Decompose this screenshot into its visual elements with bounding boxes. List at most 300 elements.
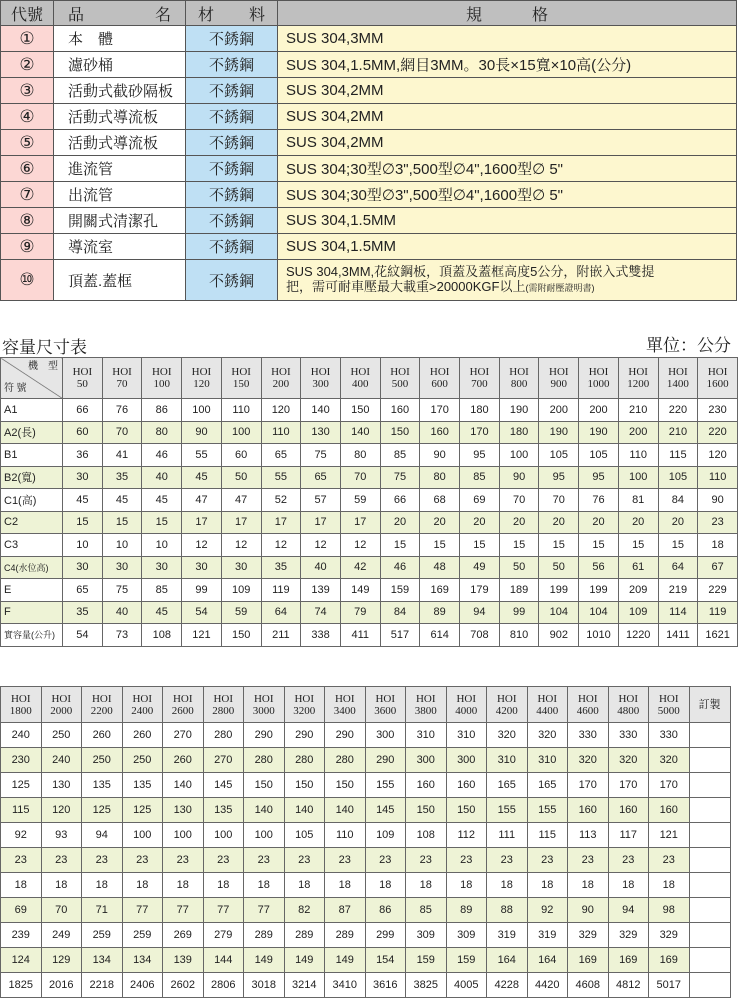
capacity-cell: 290 [244, 723, 285, 748]
capacity-cell: 10 [102, 534, 142, 557]
capacity-table-1-header [1, 358, 738, 399]
material-row [1, 104, 737, 130]
capacity-cell: 86 [142, 399, 182, 422]
capacity-cell: 108 [142, 624, 182, 647]
capacity-cell: 319 [527, 923, 568, 948]
model-header [380, 358, 420, 399]
capacity-cell: 140 [284, 798, 325, 823]
custom-cell [689, 798, 730, 823]
capacity-cell: 57 [301, 489, 341, 512]
model-prefix: HOI [390, 366, 410, 378]
capacity-cell: 69 [460, 489, 500, 512]
capacity-cell: 109 [365, 823, 406, 848]
capacity-row [1, 624, 738, 647]
capacity-cell: 100 [618, 466, 658, 489]
capacity-cell: 160 [380, 399, 420, 422]
header-material-b: 料 [248, 6, 265, 24]
item-spec: SUS 304;30型∅3",500型∅4",1600型∅ 5" [278, 156, 737, 182]
model-prefix: HOI [213, 692, 234, 705]
corner-symbol-label: 符 號 [4, 383, 27, 394]
capacity-cell: 23 [163, 848, 204, 873]
capacity-cell: 64 [658, 556, 698, 579]
capacity-row [1, 466, 738, 489]
capacity-cell: 17 [301, 511, 341, 534]
capacity-cell: 18 [608, 873, 649, 898]
capacity-cell: 85 [460, 466, 500, 489]
capacity-cell: 280 [325, 748, 366, 773]
capacity-cell: 159 [446, 948, 487, 973]
capacity-cell: 4420 [527, 973, 568, 998]
custom-cell [689, 823, 730, 848]
capacity-cell: 310 [406, 723, 447, 748]
model-size: 50 [76, 378, 88, 390]
capacity-cell: 20 [499, 511, 539, 534]
capacity-cell: 82 [284, 898, 325, 923]
capacity-cell: 250 [122, 748, 163, 773]
capacity-cell: 18 [1, 873, 42, 898]
capacity-cell: 48 [420, 556, 460, 579]
capacity-cell: 95 [460, 444, 500, 467]
capacity-cell: 150 [340, 399, 380, 422]
capacity-cell: 30 [102, 556, 142, 579]
capacity-cell: 260 [122, 723, 163, 748]
capacity-cell: 23 [487, 848, 528, 873]
capacity-cell: 309 [446, 923, 487, 948]
capacity-cell: 109 [221, 579, 261, 602]
item-spec-line1: SUS 304,3MM,花紋鋼板，頂蓋及蓋框高度5公分，附嵌入式雙提 [286, 264, 655, 279]
capacity-cell: 230 [698, 399, 738, 422]
capacity-cell: 200 [579, 399, 619, 422]
capacity-row [1, 511, 738, 534]
capacity-cell: 240 [1, 723, 42, 748]
model-header [618, 358, 658, 399]
capacity-cell: 15 [539, 534, 579, 557]
capacity-cell: 160 [649, 798, 690, 823]
capacity-cell: 17 [340, 511, 380, 534]
row-symbol: F [1, 601, 63, 624]
capacity-cell: 145 [203, 773, 244, 798]
capacity-cell: 290 [365, 748, 406, 773]
capacity-cell: 23 [608, 848, 649, 873]
capacity-cell: 93 [41, 823, 82, 848]
capacity-cell: 2016 [41, 973, 82, 998]
capacity-cell: 190 [539, 421, 579, 444]
capacity-cell: 320 [527, 723, 568, 748]
capacity-cell: 134 [82, 948, 123, 973]
model-header [82, 687, 123, 723]
capacity-table-1 [0, 357, 738, 647]
capacity-cell: 15 [420, 534, 460, 557]
unit-label: 單位：公分 [646, 336, 731, 355]
model-size: 400 [352, 378, 369, 390]
capacity-cell: 170 [649, 773, 690, 798]
item-number: ④ [1, 104, 54, 130]
capacity-cell: 170 [608, 773, 649, 798]
capacity-cell: 20 [420, 511, 460, 534]
capacity-cell: 110 [261, 421, 301, 444]
capacity-cell: 45 [142, 601, 182, 624]
material-row [1, 182, 737, 208]
capacity-cell: 30 [63, 556, 103, 579]
model-prefix: HOI [628, 366, 648, 378]
capacity-cell: 2806 [203, 973, 244, 998]
model-prefix: HOI [658, 692, 679, 705]
model-prefix: HOI [91, 692, 112, 705]
capacity-cell: 23 [406, 848, 447, 873]
capacity-cell: 3410 [325, 973, 366, 998]
capacity-cell: 105 [284, 823, 325, 848]
capacity-cell: 110 [618, 444, 658, 467]
custom-cell [689, 748, 730, 773]
model-header [325, 687, 366, 723]
capacity-cell: 35 [261, 556, 301, 579]
capacity-row [1, 748, 731, 773]
capacity-cell: 120 [698, 444, 738, 467]
item-spec: SUS 304,1.5MM [278, 234, 737, 260]
capacity-cell: 320 [568, 748, 609, 773]
model-size: 2800 [212, 704, 235, 717]
model-header [163, 687, 204, 723]
model-prefix: HOI [469, 366, 490, 378]
capacity-cell: 10 [63, 534, 103, 557]
capacity-cell: 52 [261, 489, 301, 512]
model-size: 2600 [171, 704, 194, 717]
capacity-cell: 260 [163, 748, 204, 773]
capacity-cell: 169 [420, 579, 460, 602]
row-symbol: C2 [1, 511, 63, 534]
capacity-cell: 614 [420, 624, 460, 647]
capacity-cell: 15 [142, 511, 182, 534]
capacity-cell: 1010 [579, 624, 619, 647]
capacity-cell: 330 [608, 723, 649, 748]
capacity-cell: 17 [221, 511, 261, 534]
capacity-cell: 18 [446, 873, 487, 898]
capacity-cell: 95 [579, 466, 619, 489]
model-header [499, 358, 539, 399]
capacity-cell: 69 [1, 898, 42, 923]
model-size: 4600 [576, 704, 599, 717]
capacity-cell: 23 [527, 848, 568, 873]
capacity-cell: 110 [221, 399, 261, 422]
capacity-cell: 71 [82, 898, 123, 923]
capacity-cell: 23 [284, 848, 325, 873]
capacity-cell: 56 [579, 556, 619, 579]
capacity-cell: 18 [203, 873, 244, 898]
capacity-cell: 77 [203, 898, 244, 923]
capacity-cell: 77 [244, 898, 285, 923]
capacity-cell: 104 [579, 601, 619, 624]
model-prefix: HOI [231, 366, 251, 378]
capacity-cell: 79 [340, 601, 380, 624]
capacity-row [1, 923, 731, 948]
capacity-cell: 90 [568, 898, 609, 923]
model-prefix: HOI [549, 366, 569, 378]
capacity-cell: 100 [182, 399, 222, 422]
capacity-cell: 89 [420, 601, 460, 624]
model-header [122, 687, 163, 723]
capacity-cell: 320 [487, 723, 528, 748]
capacity-cell: 230 [1, 748, 42, 773]
capacity-cell: 49 [460, 556, 500, 579]
capacity-cell: 95 [539, 466, 579, 489]
capacity-cell: 77 [163, 898, 204, 923]
capacity-cell: 20 [539, 511, 579, 534]
capacity-cell: 140 [340, 421, 380, 444]
capacity-cell: 23 [446, 848, 487, 873]
capacity-cell: 3616 [365, 973, 406, 998]
capacity-row [1, 848, 731, 873]
capacity-cell: 164 [527, 948, 568, 973]
capacity-row [1, 579, 738, 602]
capacity-cell: 164 [487, 948, 528, 973]
capacity-cell: 310 [487, 748, 528, 773]
capacity-cell: 80 [420, 466, 460, 489]
capacity-cell: 17 [261, 511, 301, 534]
capacity-cell: 23 [568, 848, 609, 873]
capacity-cell: 40 [301, 556, 341, 579]
capacity-cell: 135 [203, 798, 244, 823]
custom-cell [689, 873, 730, 898]
capacity-cell: 84 [658, 489, 698, 512]
model-header [568, 687, 609, 723]
capacity-cell: 46 [142, 444, 182, 467]
capacity-cell: 92 [527, 898, 568, 923]
model-prefix: HOI [509, 366, 529, 378]
capacity-cell: 18 [284, 873, 325, 898]
row-symbol: C4(水位高) [1, 556, 63, 579]
capacity-row [1, 421, 738, 444]
model-header [460, 358, 500, 399]
custom-cell [689, 848, 730, 873]
capacity-cell: 140 [325, 798, 366, 823]
capacity-cell: 23 [203, 848, 244, 873]
capacity-cell: 149 [340, 579, 380, 602]
capacity-cell: 89 [446, 898, 487, 923]
capacity-cell: 100 [163, 823, 204, 848]
item-number: ⑩ [1, 260, 54, 301]
model-prefix: HOI [151, 366, 172, 378]
model-prefix: HOI [456, 692, 477, 705]
capacity-cell: 155 [527, 798, 568, 823]
capacity-cell: 18 [527, 873, 568, 898]
capacity-cell: 320 [649, 748, 690, 773]
capacity-cell: 169 [649, 948, 690, 973]
capacity-cell: 3825 [406, 973, 447, 998]
model-header [244, 687, 285, 723]
model-header [698, 358, 738, 399]
capacity-cell: 18 [163, 873, 204, 898]
capacity-cell: 2218 [82, 973, 123, 998]
model-size: 3200 [293, 704, 316, 717]
capacity-cell: 125 [122, 798, 163, 823]
capacity-cell: 250 [41, 723, 82, 748]
capacity-cell: 110 [325, 823, 366, 848]
capacity-cell: 180 [499, 421, 539, 444]
capacity-cell: 18 [122, 873, 163, 898]
capacity-cell: 210 [618, 399, 658, 422]
capacity-cell: 189 [499, 579, 539, 602]
model-size: 1400 [666, 378, 689, 390]
row-symbol: B1 [1, 444, 63, 467]
model-prefix: HOI [253, 692, 274, 705]
model-prefix: HOI [132, 692, 153, 705]
header-name [54, 1, 186, 26]
model-prefix: HOI [668, 366, 688, 378]
header-name-a: 品 [68, 6, 85, 24]
capacity-cell: 120 [41, 798, 82, 823]
capacity-cell: 70 [102, 421, 142, 444]
capacity-cell: 160 [608, 798, 649, 823]
capacity-cell: 289 [284, 923, 325, 948]
capacity-cell: 46 [380, 556, 420, 579]
item-name: 本 體 [54, 26, 186, 52]
model-prefix: HOI [537, 692, 558, 705]
capacity-cell: 90 [698, 489, 738, 512]
capacity-cell: 310 [446, 723, 487, 748]
model-prefix: HOI [112, 366, 132, 378]
model-prefix: HOI [334, 692, 355, 705]
model-size: 2000 [50, 704, 73, 717]
item-material: 不銹鋼 [186, 234, 278, 260]
capacity-table-title: 容量尺寸表 [2, 338, 87, 357]
capacity-cell: 300 [406, 748, 447, 773]
header-material [186, 1, 278, 26]
capacity-cell: 55 [182, 444, 222, 467]
capacity-cell: 85 [406, 898, 447, 923]
capacity-cell: 239 [1, 923, 42, 948]
capacity-cell: 119 [261, 579, 301, 602]
capacity-cell: 114 [658, 601, 698, 624]
item-number: ① [1, 26, 54, 52]
capacity-cell: 30 [182, 556, 222, 579]
capacity-cell: 84 [380, 601, 420, 624]
model-size: 5000 [657, 704, 680, 717]
header-spec-b: 格 [532, 6, 549, 24]
capacity-cell: 150 [446, 798, 487, 823]
item-material: 不銹鋼 [186, 130, 278, 156]
custom-cell [689, 773, 730, 798]
capacity-cell: 100 [203, 823, 244, 848]
model-size: 2400 [131, 704, 154, 717]
capacity-cell: 219 [658, 579, 698, 602]
item-number: ⑥ [1, 156, 54, 182]
capacity-cell: 160 [446, 773, 487, 798]
capacity-cell: 1825 [1, 973, 42, 998]
capacity-cell: 30 [63, 466, 103, 489]
item-name: 出流管 [54, 182, 186, 208]
capacity-cell: 299 [365, 923, 406, 948]
item-spec: SUS 304,1.5MM [278, 208, 737, 234]
capacity-cell: 45 [102, 489, 142, 512]
capacity-cell: 42 [340, 556, 380, 579]
item-number: ③ [1, 78, 54, 104]
capacity-cell: 169 [608, 948, 649, 973]
model-header [446, 687, 487, 723]
capacity-row [1, 898, 731, 923]
model-size: 3800 [414, 704, 437, 717]
model-size: 3600 [374, 704, 397, 717]
capacity-cell: 170 [568, 773, 609, 798]
custom-cell [689, 898, 730, 923]
item-spec: SUS 304,3MM [278, 26, 737, 52]
model-header [182, 358, 222, 399]
capacity-cell: 105 [658, 466, 698, 489]
capacity-cell: 139 [301, 579, 341, 602]
capacity-cell: 15 [658, 534, 698, 557]
capacity-row [1, 973, 731, 998]
model-prefix: HOI [588, 366, 609, 378]
custom-header: 訂製 [689, 687, 730, 723]
model-header [221, 358, 261, 399]
capacity-cell: 15 [618, 534, 658, 557]
capacity-cell: 110 [698, 466, 738, 489]
model-size: 800 [510, 378, 528, 390]
capacity-cell: 708 [460, 624, 500, 647]
capacity-cell: 18 [487, 873, 528, 898]
model-header [203, 687, 244, 723]
capacity-cell: 100 [499, 444, 539, 467]
capacity-cell: 94 [460, 601, 500, 624]
capacity-cell: 18 [244, 873, 285, 898]
capacity-cell: 50 [499, 556, 539, 579]
capacity-cell: 85 [142, 579, 182, 602]
capacity-cell: 50 [221, 466, 261, 489]
capacity-cell: 135 [82, 773, 123, 798]
capacity-cell: 36 [63, 444, 103, 467]
capacity-cell: 155 [365, 773, 406, 798]
capacity-cell: 65 [261, 444, 301, 467]
model-size: 3000 [252, 704, 275, 717]
capacity-cell: 165 [527, 773, 568, 798]
capacity-cell: 149 [325, 948, 366, 973]
item-name: 濾砂桶 [54, 52, 186, 78]
item-spec-note: (需附耐壓證明書) [525, 283, 595, 293]
capacity-cell: 60 [221, 444, 261, 467]
capacity-cell: 113 [568, 823, 609, 848]
capacity-cell: 159 [406, 948, 447, 973]
model-header [406, 687, 447, 723]
capacity-cell: 30 [142, 556, 182, 579]
capacity-table-2 [0, 686, 731, 998]
capacity-cell: 23 [649, 848, 690, 873]
capacity-cell: 115 [527, 823, 568, 848]
model-size: 700 [471, 378, 488, 390]
capacity-cell: 319 [487, 923, 528, 948]
row-symbol: 實容量(公升) [1, 624, 63, 647]
capacity-cell: 290 [284, 723, 325, 748]
model-size: 4400 [536, 704, 559, 717]
capacity-cell: 150 [244, 773, 285, 798]
capacity-cell: 99 [499, 601, 539, 624]
capacity-cell: 269 [163, 923, 204, 948]
capacity-cell: 55 [261, 466, 301, 489]
capacity-cell: 260 [82, 723, 123, 748]
model-size: 3400 [333, 704, 356, 717]
model-header [301, 358, 341, 399]
model-size: 2200 [90, 704, 113, 717]
capacity-cell: 41 [102, 444, 142, 467]
capacity-cell: 290 [325, 723, 366, 748]
capacity-cell: 149 [244, 948, 285, 973]
capacity-cell: 139 [163, 948, 204, 973]
custom-cell [689, 723, 730, 748]
capacity-cell: 170 [420, 399, 460, 422]
capacity-cell: 1621 [698, 624, 738, 647]
capacity-cell: 111 [487, 823, 528, 848]
capacity-cell: 902 [539, 624, 579, 647]
capacity-cell: 190 [499, 399, 539, 422]
capacity-cell: 517 [380, 624, 420, 647]
